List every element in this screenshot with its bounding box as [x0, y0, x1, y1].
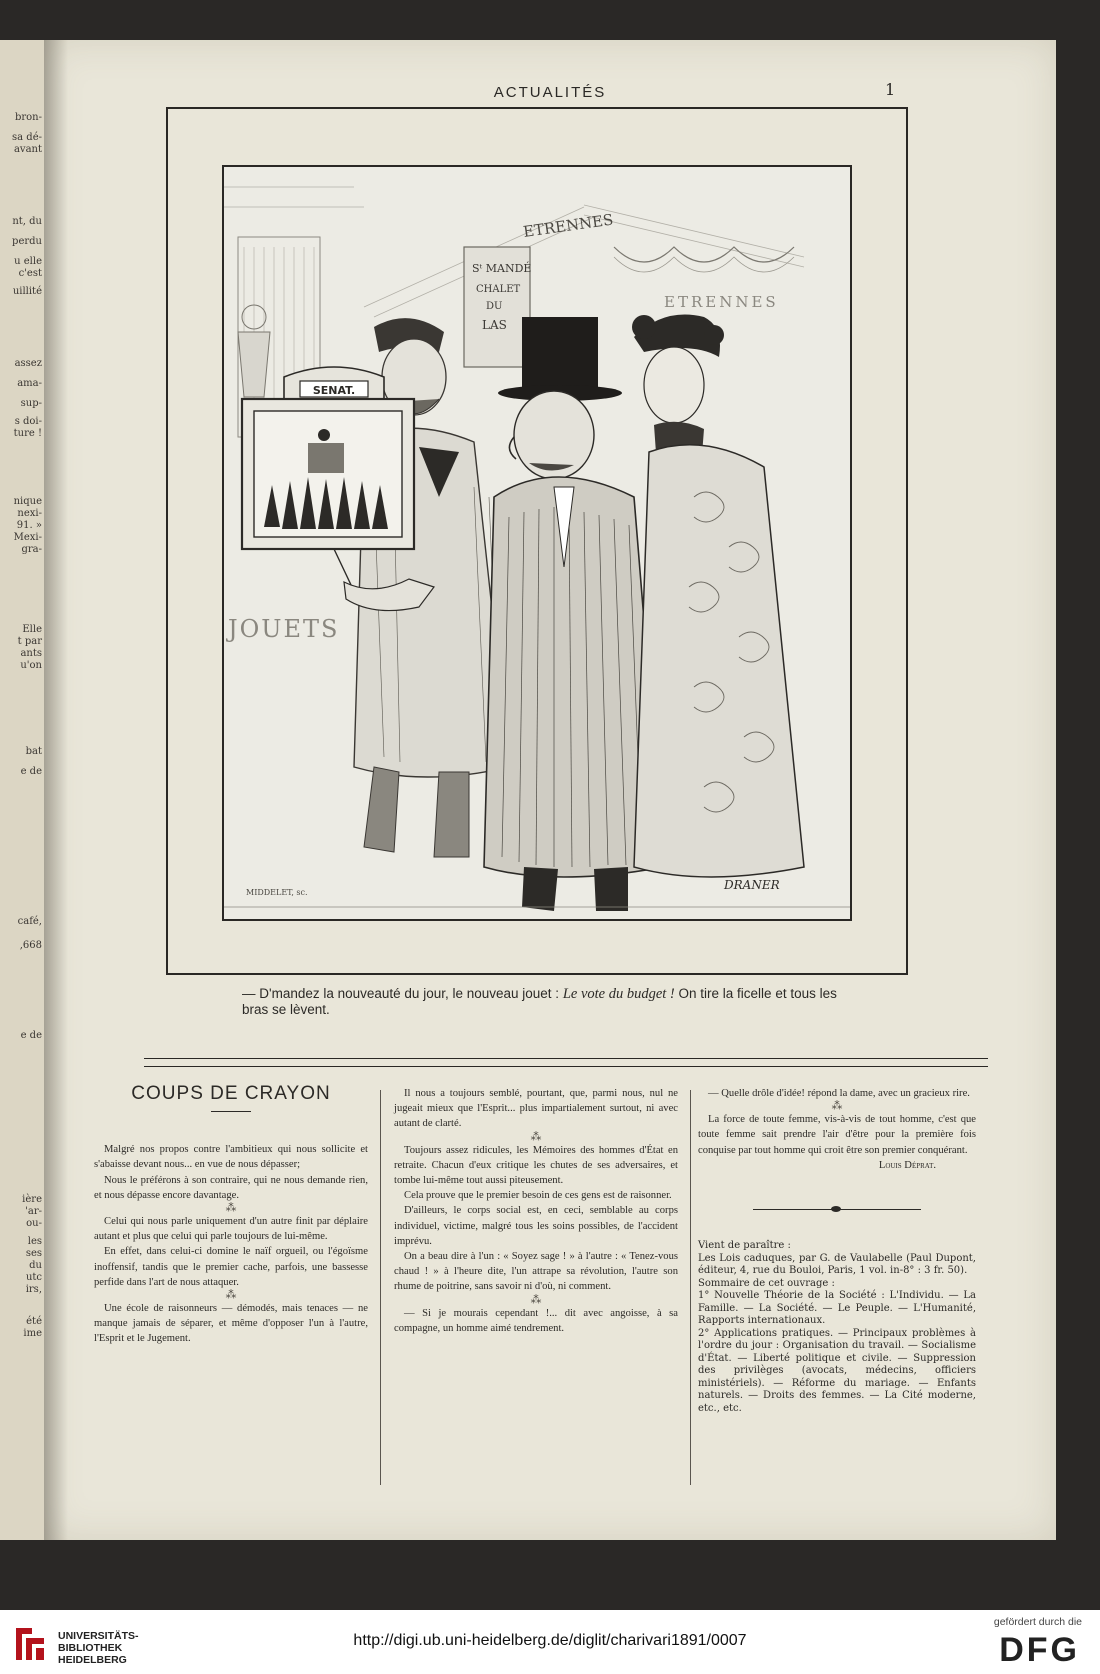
previous-page-text-fragment: ,668 [19, 940, 42, 951]
library-name-line: UNIVERSITÄTS- [58, 1630, 139, 1642]
page-number: 1 [885, 80, 896, 99]
previous-page-text-fragment: perdu [12, 236, 42, 247]
asterism: ⁂ [530, 1130, 542, 1143]
previous-page-text-fragment: ière [22, 1194, 42, 1205]
previous-page-text-fragment: ture ! [13, 428, 42, 439]
previous-page-text-fragment: été [26, 1316, 42, 1327]
previous-page-text-fragment: Elle [22, 624, 42, 635]
illustration-caption [242, 986, 842, 1018]
column-divider [690, 1090, 691, 1485]
artist-signature: DRANER [724, 878, 780, 892]
previous-page-text-fragment: gra- [21, 544, 42, 555]
previous-page-text-fragment: nt, du [12, 216, 42, 227]
previous-page-text-fragment: uillité [12, 286, 42, 297]
previous-page-text-fragment: u'on [20, 660, 42, 671]
ornament-rule [753, 1209, 921, 1210]
paragraph: D'ailleurs, le corps social est, en ceci, semblable au corps individuel, victime, malgré tous les soins possibles, de l'accident imprévu. [394, 1205, 678, 1247]
caption-italic: Le vote du budget ! [562, 986, 675, 1002]
footer-bar [0, 1610, 1100, 1674]
previous-page-text-fragment: utc [25, 1272, 42, 1283]
paragraph: Une école de raisonneurs — démodés, mais tenaces — ne manque jamais de séparer, et même d'opposer l'un à l'autre, l'Esprit et le Jugement. [94, 1303, 368, 1345]
chalet-sign-line: DU [486, 301, 503, 312]
previous-page-text-fragment: c'est [18, 268, 42, 279]
engraver-signature: MIDDELET, sc. [246, 888, 308, 897]
previous-page-text-fragment: t par [17, 636, 42, 647]
previous-page-text-fragment: sa dé- [12, 132, 42, 143]
article-column-1 [94, 1083, 368, 1481]
funding-label: gefördert durch die [993, 1616, 1082, 1628]
paragraph: Celui qui nous parle uniquement d'un autre finit par déplaire autant et plus que celui qui parle toujours de lui-même. [94, 1216, 368, 1243]
paragraph: Malgré nos propos contre l'ambitieux qui nous sollicite et s'abaisse devant nous... en vue de nous dépasser; [94, 1144, 368, 1171]
asterism: ⁂ [831, 1100, 843, 1113]
caption-text-end: On tire la ficelle et tous les bras se lèvent. [242, 986, 837, 1017]
senat-sign: SENAT. [312, 384, 356, 397]
paragraph: La force de toute femme, vis-à-vis de tout homme, c'est que toute femme sait prendre l'air d'être pour la première fois conquise par tout homme qui croit être son premier conquérant. [698, 1114, 976, 1156]
asterism: ⁂ [225, 1202, 237, 1215]
notice-line: Sommaire de cet ouvrage : [698, 1277, 835, 1289]
previous-page-text-fragment: sup- [20, 398, 42, 409]
etrennes-banner: ETRENNES [664, 293, 779, 311]
dfg-logo: DFG [999, 1631, 1080, 1669]
previous-page-text-fragment: 91. » [16, 520, 42, 531]
previous-page-text-fragment: bron- [14, 112, 42, 123]
previous-page-text-fragment: bat [25, 746, 42, 757]
previous-page-text-fragment: ou- [26, 1218, 42, 1229]
previous-page-text-fragment: assez [14, 358, 42, 369]
notice-line: Vient de paraître : [698, 1240, 791, 1252]
previous-page-edge [0, 40, 46, 1540]
author-signature: Louis Déprat. [878, 1159, 936, 1171]
column-divider [380, 1090, 381, 1485]
paragraph: Il nous a toujours semblé, pourtant, que, parmi nous, nul ne jugeait mieux que l'Esprit... plus impartialement surtout, ni avec autant de clarté. [394, 1088, 678, 1130]
etrennes-sign: ETRENNES [522, 210, 615, 241]
permalink-url[interactable]: http://digi.ub.uni-heidelberg.de/diglit/charivari1891/0007 [353, 1632, 747, 1649]
article-column-3 [698, 1086, 976, 1481]
previous-page-text-fragment: avant [13, 144, 42, 155]
article-column-2 [394, 1086, 678, 1481]
section-rule-top [144, 1058, 988, 1059]
previous-page-text-fragment: s doi- [14, 416, 42, 427]
previous-page-text-fragment: ime [23, 1328, 42, 1339]
previous-page-text-fragment: nique [13, 496, 42, 507]
previous-page-text-fragment: Mexi- [13, 532, 42, 543]
notice-line: 1° Nouvelle Théorie de la Société : L'Individu. — La Famille. — La Société. — Le Peuple. — L'Humanité, Rapports internationaux. [698, 1290, 976, 1327]
paragraph: On a beau dire à l'un : « Soyez sage ! » à l'autre : « Tenez-vous chaud ! » à l'heure dite, l'un attrape sa révolution, l'autre son rhume de poitrine, sans savoir ni d'où, ni comment. [394, 1251, 678, 1293]
previous-page-text-fragment: u elle [14, 256, 42, 267]
notice-line: Les Lois caduques, par G. de Vaulabelle (Paul Dupont, éditeur, 4, rue du Bouloi, Paris, 1 vol. in-8° : 3 fr. 50). [698, 1252, 976, 1277]
paragraph: En effet, dans celui-ci domine le naïf orgueil, ou l'égoïsme inoffensif, tandis que le premier cache, parfois, une bassesse perfide dans l'art de nous attaquer. [94, 1246, 368, 1288]
library-name-line: HEIDELBERG [58, 1654, 127, 1666]
running-head: ACTUALITÉS [493, 84, 607, 101]
paragraph: — Quelle drôle d'idée! répond la dame, avec un gracieux rire. [708, 1088, 970, 1099]
asterism: ⁂ [530, 1293, 542, 1306]
jouets-lettering: JOUETS [228, 615, 340, 643]
article-title: COUPS DE CRAYON [131, 1083, 331, 1104]
lithograph-drawing [224, 167, 850, 919]
previous-page-text-fragment: ama- [17, 378, 42, 389]
previous-page-text-fragment: les [27, 1236, 42, 1247]
chalet-sign-line: CHALET [476, 284, 521, 295]
previous-page-text-fragment: irs, [25, 1284, 42, 1295]
previous-page-text-fragment: ants [20, 648, 42, 659]
paragraph: Cela prouve que le premier besoin de ces gens est de raisonner. [404, 1190, 672, 1202]
paragraph: Toujours assez ridicules, les Mémoires des hommes d'État en retraite. Chacun d'eux critique les chutes de ses adversaires, et tombe lui-même tout aussi piteusement. [394, 1144, 678, 1187]
library-name-line: BIBLIOTHEK [58, 1642, 123, 1654]
chalet-sign-line: LAS [482, 318, 507, 332]
previous-page-text-fragment: 'ar- [25, 1206, 42, 1217]
paragraph: — Si je mourais cependant !... dit avec angoisse, à sa compagne, un homme aimé tendrement. [394, 1307, 678, 1334]
previous-page-text-fragment: e de [20, 1030, 42, 1041]
previous-page-text-fragment: du [29, 1260, 42, 1271]
previous-page-text-fragment: nexi- [17, 508, 42, 519]
illustration [222, 165, 852, 921]
previous-page-text-fragment: café, [17, 916, 42, 927]
chalet-sign-line: Sᵗ MANDÉ [472, 262, 532, 275]
notice-line: 2° Applications pratiques. — Principaux problèmes à l'ordre du jour : Organisation du travail. — Socialisme d'État. — Liberté politique et civile. — Suppression des privilèges (avocats, médecins, officiers ministériels). — Réforme du mariage. — Enfants naturels. — Droits des femmes. — La Cité moderne, etc., etc. [698, 1327, 976, 1414]
title-rule [211, 1111, 251, 1112]
spine-shadow [44, 40, 68, 1540]
previous-page-text-fragment: e de [20, 766, 42, 777]
caption-text: — D'mandez la nouveauté du jour, le nouveau jouet : [242, 986, 560, 1001]
previous-page-text-fragment: ses [25, 1248, 42, 1259]
paragraph: Nous le préférons à son contraire, qui ne nous demande rien, et nous dépasse encore davantage. [94, 1174, 368, 1201]
ornament-dot [831, 1206, 841, 1212]
asterism: ⁂ [225, 1289, 237, 1302]
section-rule-bottom [144, 1066, 988, 1067]
